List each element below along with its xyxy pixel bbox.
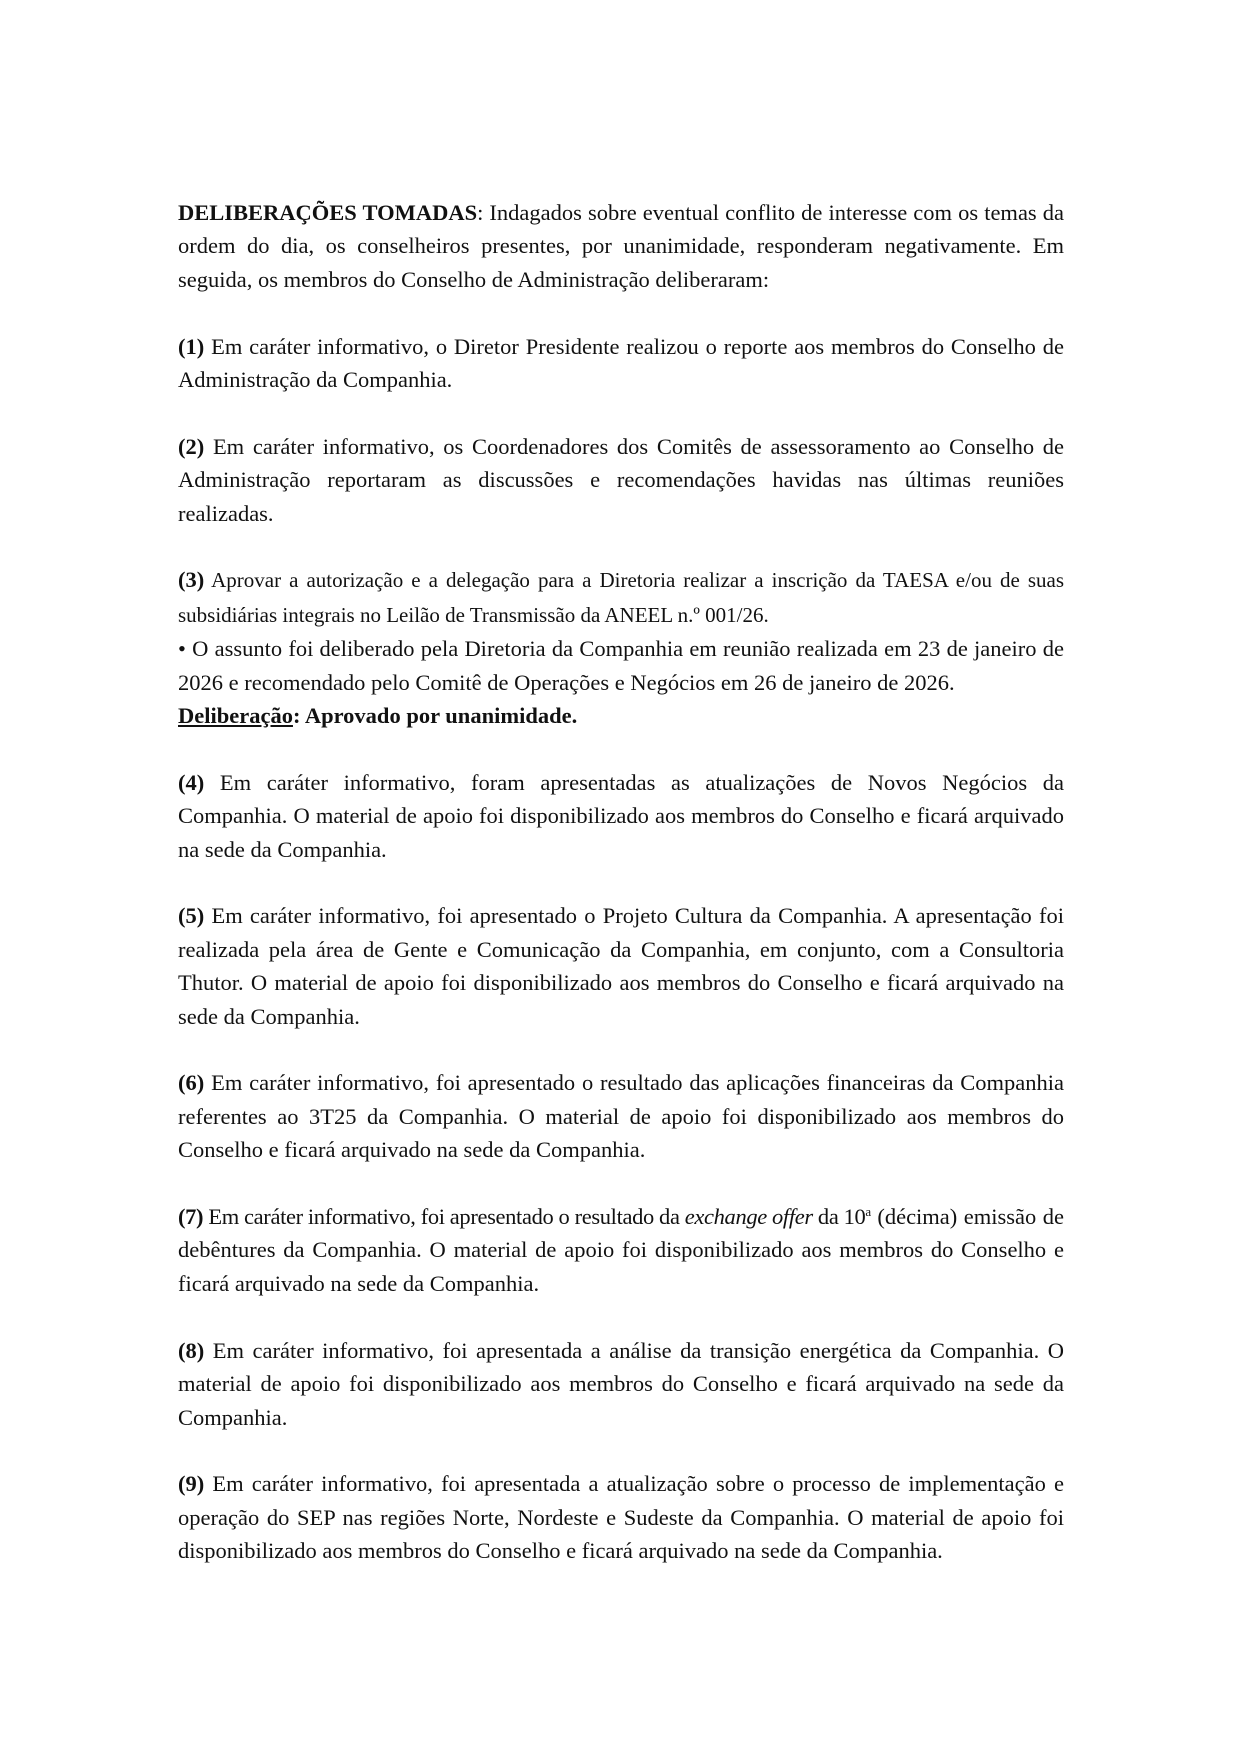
item-number: (4) <box>178 769 205 795</box>
intro-text: : Indagados sobre eventual conflito de interesse com os temas da ordem do dia, os conselheiros presentes, por unanimidade, responderam negativamente. Em seguida, os membros do Conselho de Administração deliberaram: <box>178 200 1065 292</box>
item-text: Em caráter informativo, foi apresentada a análise da transição energética da Companhia. O material de apoio foi disponibilizado aos membros do Conselho e ficará arquivado na sede da Companhia. <box>178 1337 1064 1430</box>
item-number: (9) <box>178 1471 205 1497</box>
item-number: (8) <box>178 1337 205 1363</box>
item-3-bullet <box>178 632 1064 699</box>
item-number: (3) <box>178 567 205 593</box>
item-text: Em caráter informativo, o Diretor Presidente realizou o reporte aos membros do Conselho de Administração da Companhia. <box>178 333 1064 393</box>
ordinal-superscript: a <box>865 1204 871 1220</box>
item-number: (1) <box>178 333 205 359</box>
item-number: (7) <box>178 1204 204 1230</box>
intro-heading: DELIBERAÇÕES TOMADAS <box>178 200 478 225</box>
intro-paragraph <box>178 196 1064 296</box>
item-text-before: Em caráter informativo, foi apresentado o resultado da <box>203 1204 685 1230</box>
item-text-after: (décima) emissão de debêntures da Companhia. O material de apoio foi disponibilizado aos membros do Conselho e ficará arquivado na sede da Companhia. <box>178 1204 1065 1296</box>
item-text: Em caráter informativo, foi apresentado o resultado das aplicações financeiras da Companhia referentes ao 3T25 da Companhia. O material de apoio foi disponibilizado aos membros do Conselho e ficará arquivado na sede da Companhia. <box>178 1070 1064 1163</box>
document-page <box>178 196 1064 1601</box>
item-text: Em caráter informativo, foi apresentado o Projeto Cultura da Companhia. A apresentação foi realizada pela área de Gente e Comunicação da Companhia, em conjunto, com a Consultoria Thutor. O material de apoio foi disponibilizado aos membros do Conselho e ficará arquivado na sede da Companhia. <box>178 903 1064 1029</box>
deliberation-line <box>178 699 1064 732</box>
deliberation-result: : Aprovado por unanimidade. <box>292 703 578 729</box>
item-4 <box>178 766 1064 866</box>
item-2 <box>178 430 1064 530</box>
item-text: Em caráter informativo, foram apresentadas as atualizações de Novos Negócios da Companhia. O material de apoio foi disponibilizado aos membros do Conselho e ficará arquivado na sede da Companhia. <box>178 769 1064 862</box>
item-text: Aprovar a autorização e a delegação para a Diretoria realizar a inscrição da TAESA e/ou de suas subsidiárias integrais no Leilão de Transmissão da ANEEL n.º 001/26. <box>178 568 1064 627</box>
item-5 <box>178 899 1064 1033</box>
item-text: Em caráter informativo, os Coordenadores dos Comitês de assessoramento ao Conselho de Administração reportaram as discussões e recomendações havidas nas últimas reuniões realizadas. <box>178 433 1064 526</box>
item-3-main <box>178 563 1064 632</box>
item-number: (6) <box>178 1070 205 1096</box>
item-9 <box>178 1467 1064 1567</box>
item-8 <box>178 1334 1064 1434</box>
item-text: Em caráter informativo, foi apresentada a atualização sobre o processo de implementação e operação do SEP nas regiões Norte, Nordeste e Sudeste da Companhia. O material de apoio foi disponibilizado aos membros do Conselho e ficará arquivado na sede da Companhia. <box>178 1471 1064 1564</box>
item-6 <box>178 1066 1064 1166</box>
item-text-italic: exchange offer <box>684 1204 813 1230</box>
item-3 <box>178 563 1064 732</box>
item-number: (5) <box>178 903 205 929</box>
item-number: (2) <box>178 433 205 459</box>
deliberation-label: Deliberação <box>178 703 293 729</box>
item-1 <box>178 330 1064 397</box>
bullet-text: • O assunto foi deliberado pela Diretoria da Companhia em reunião realizada em 23 de janeiro de 2026 e recomendado pelo Comitê de Operações e Negócios em 26 de janeiro de 2026. <box>178 636 1064 695</box>
item-7 <box>178 1200 1064 1300</box>
item-text-mid: da 10 <box>812 1204 866 1230</box>
